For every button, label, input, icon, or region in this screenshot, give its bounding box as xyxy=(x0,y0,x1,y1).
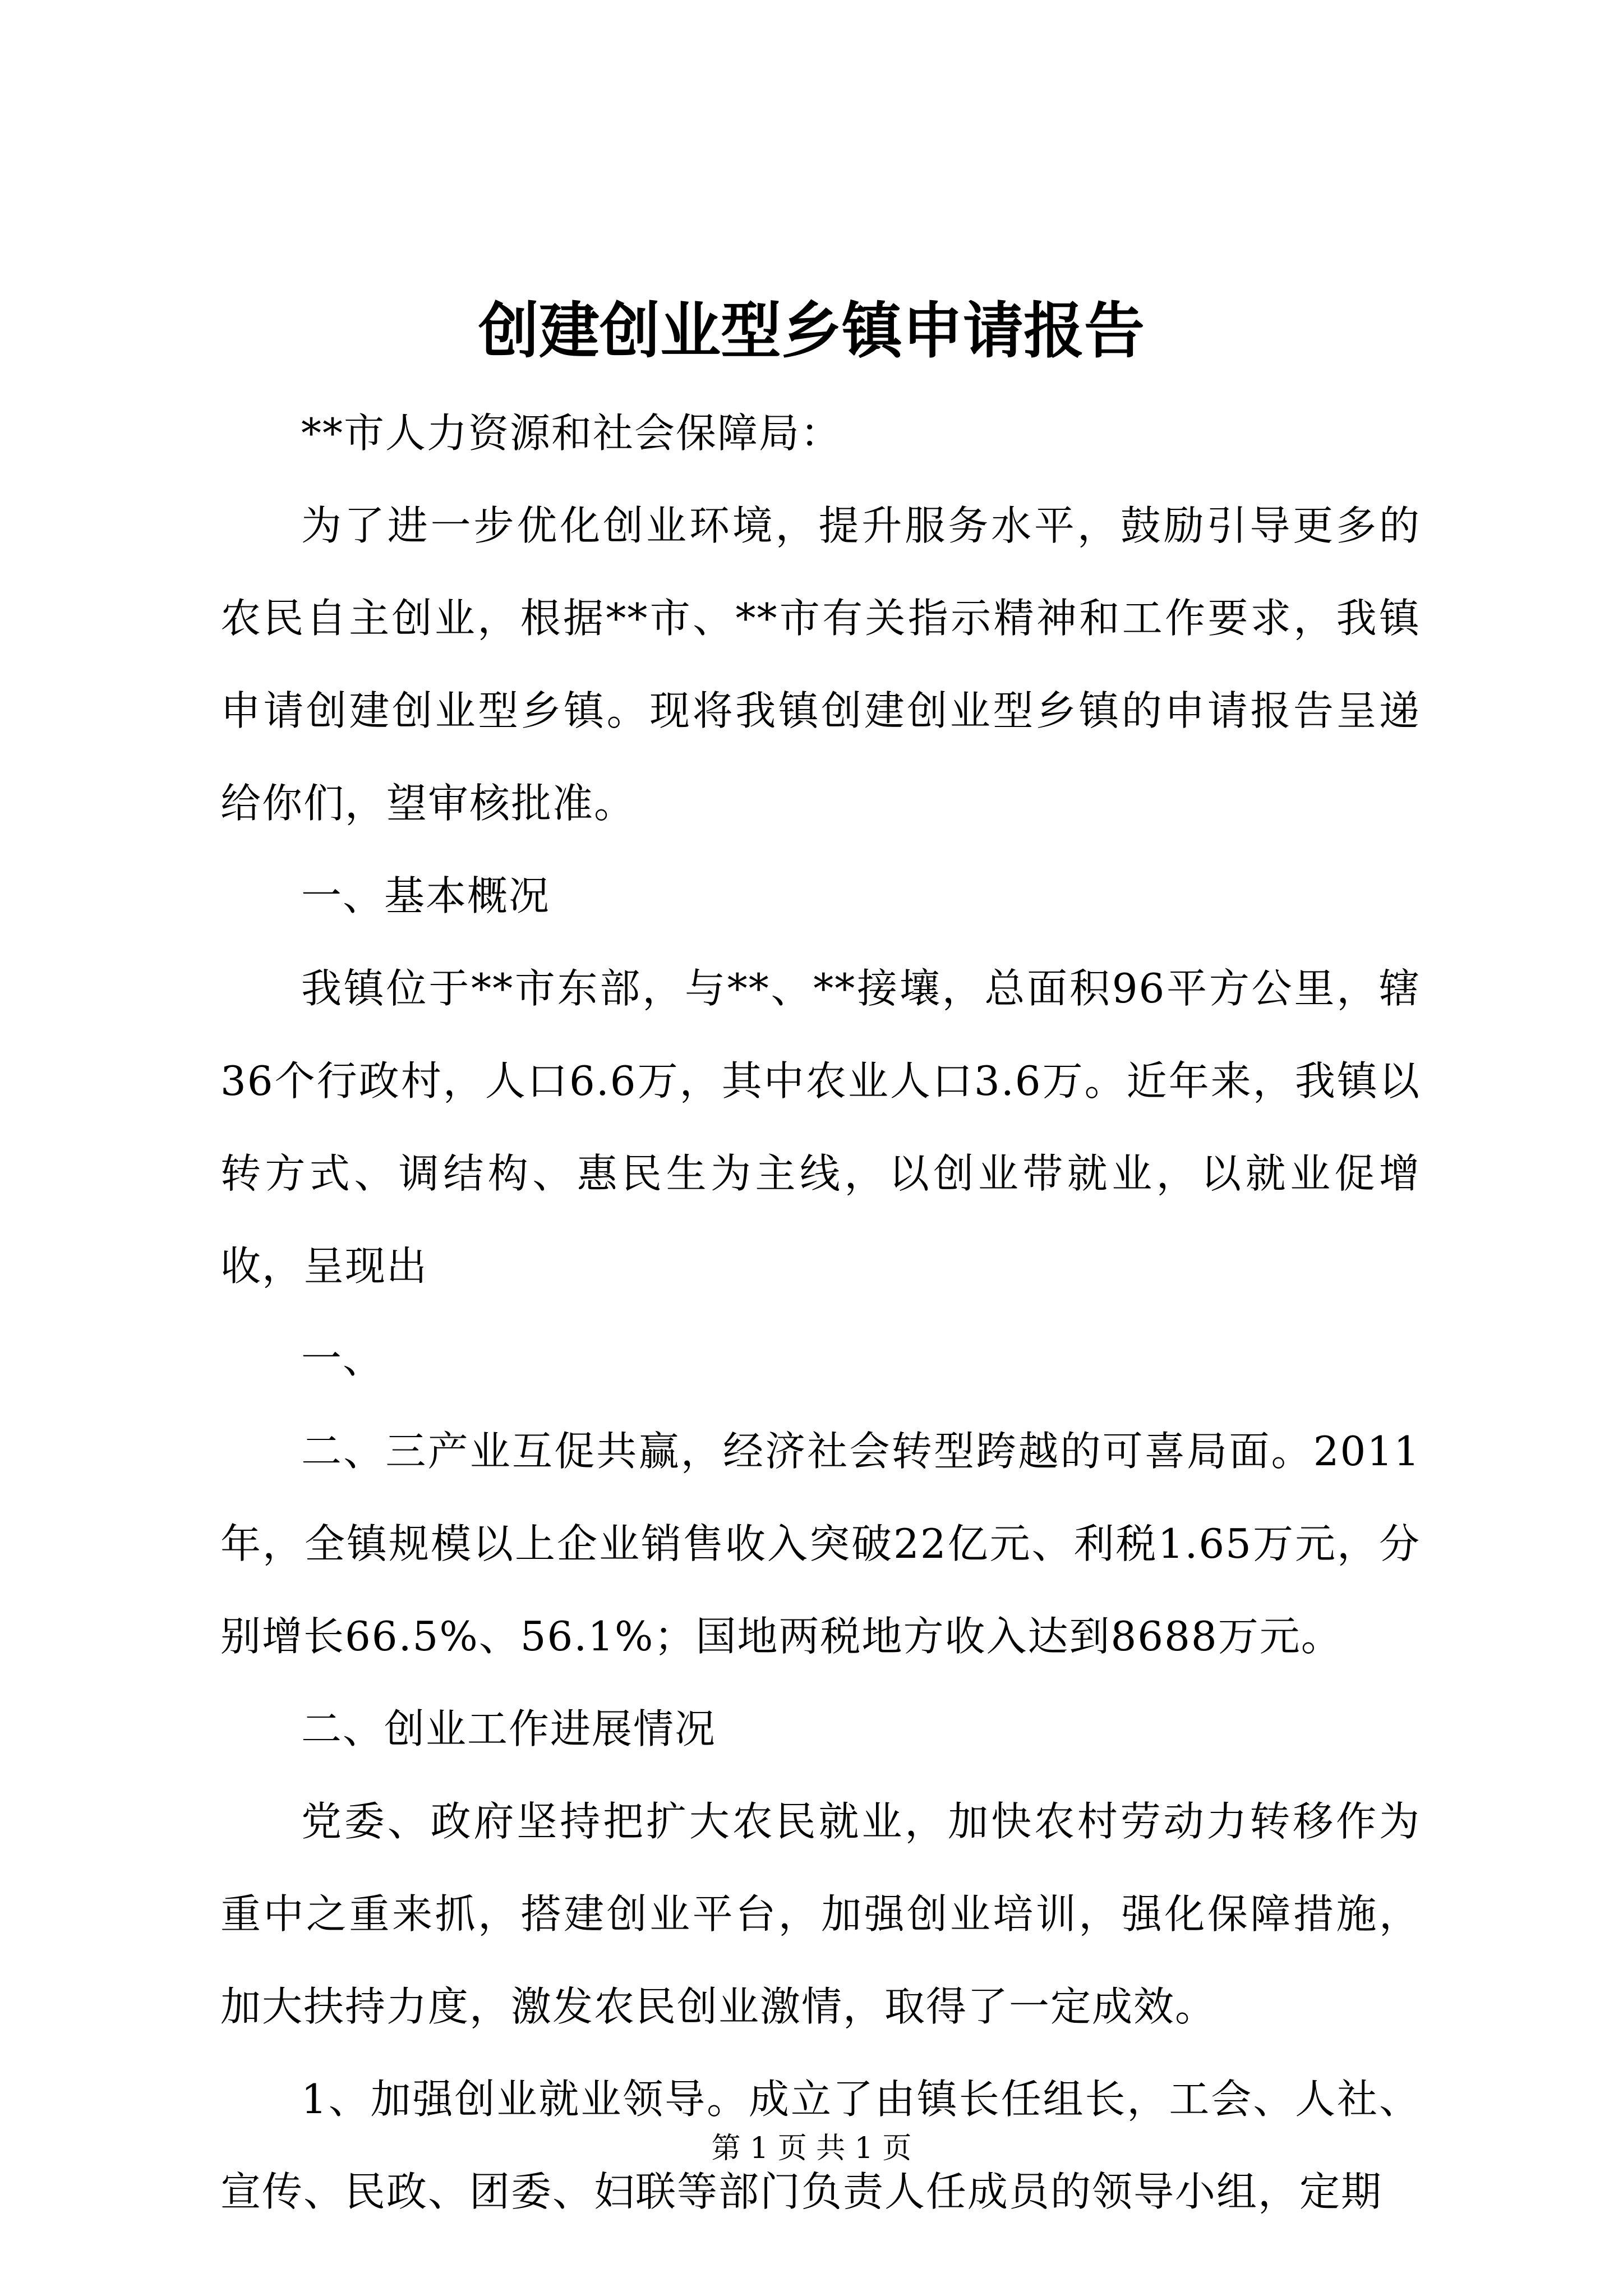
page-footer: 第 1 页 共 1 页 xyxy=(711,2132,912,2165)
paragraph-leadership: 1、加强创业就业领导。成立了由镇长任组长，工会、人社、宣传、民政、团委、妇联等部门负责人任成员的领导小组，定期 xyxy=(220,2076,1421,2215)
paragraph-overview: 我镇位于**市东部，与**、**接壤，总面积96平方公里，辖36个行政村，人口6.6万，其中农业人口3.6万。近年来，我镇以转方式、调结构、惠民生为主线，以创业带就业，以就业促增收，呈现出 xyxy=(220,965,1421,1290)
paragraph-economy: 二、三产业互促共赢，经济社会转型跨越的可喜局面。2011年，全镇规模以上企业销售收入突破22亿元、利税1.65万元，分别增长66.5%、56.1%；国地两税地方收入达到8688万元。 xyxy=(220,1428,1421,1660)
salutation: **市人力资源和社会保障局： xyxy=(301,409,842,457)
paragraph-intro: 为了进一步优化创业环境，提升服务水平，鼓励引导更多的农民自主创业，根据**市、**市有关指示精神和工作要求，我镇申请创建创业型乡镇。现将我镇创建创业型乡镇的申请报告呈递给你们，望审核批准。 xyxy=(220,502,1421,827)
section-heading-progress: 二、创业工作进展情况 xyxy=(301,1705,717,1752)
document-body xyxy=(220,387,1421,2238)
paragraph-progress: 党委、政府坚持把扩大农民就业，加快农村劳动力转移作为重中之重来抓，搭建创业平台，加强创业培训，强化保障措施，加大扶持力度，激发农民创业激情，取得了一定成效。 xyxy=(220,1798,1421,2030)
paragraph-fragment: 一、 xyxy=(301,1335,385,1382)
section-heading-overview: 一、基本概况 xyxy=(301,872,551,919)
document-title: 创建创业型乡镇申请报告 xyxy=(478,296,1145,366)
